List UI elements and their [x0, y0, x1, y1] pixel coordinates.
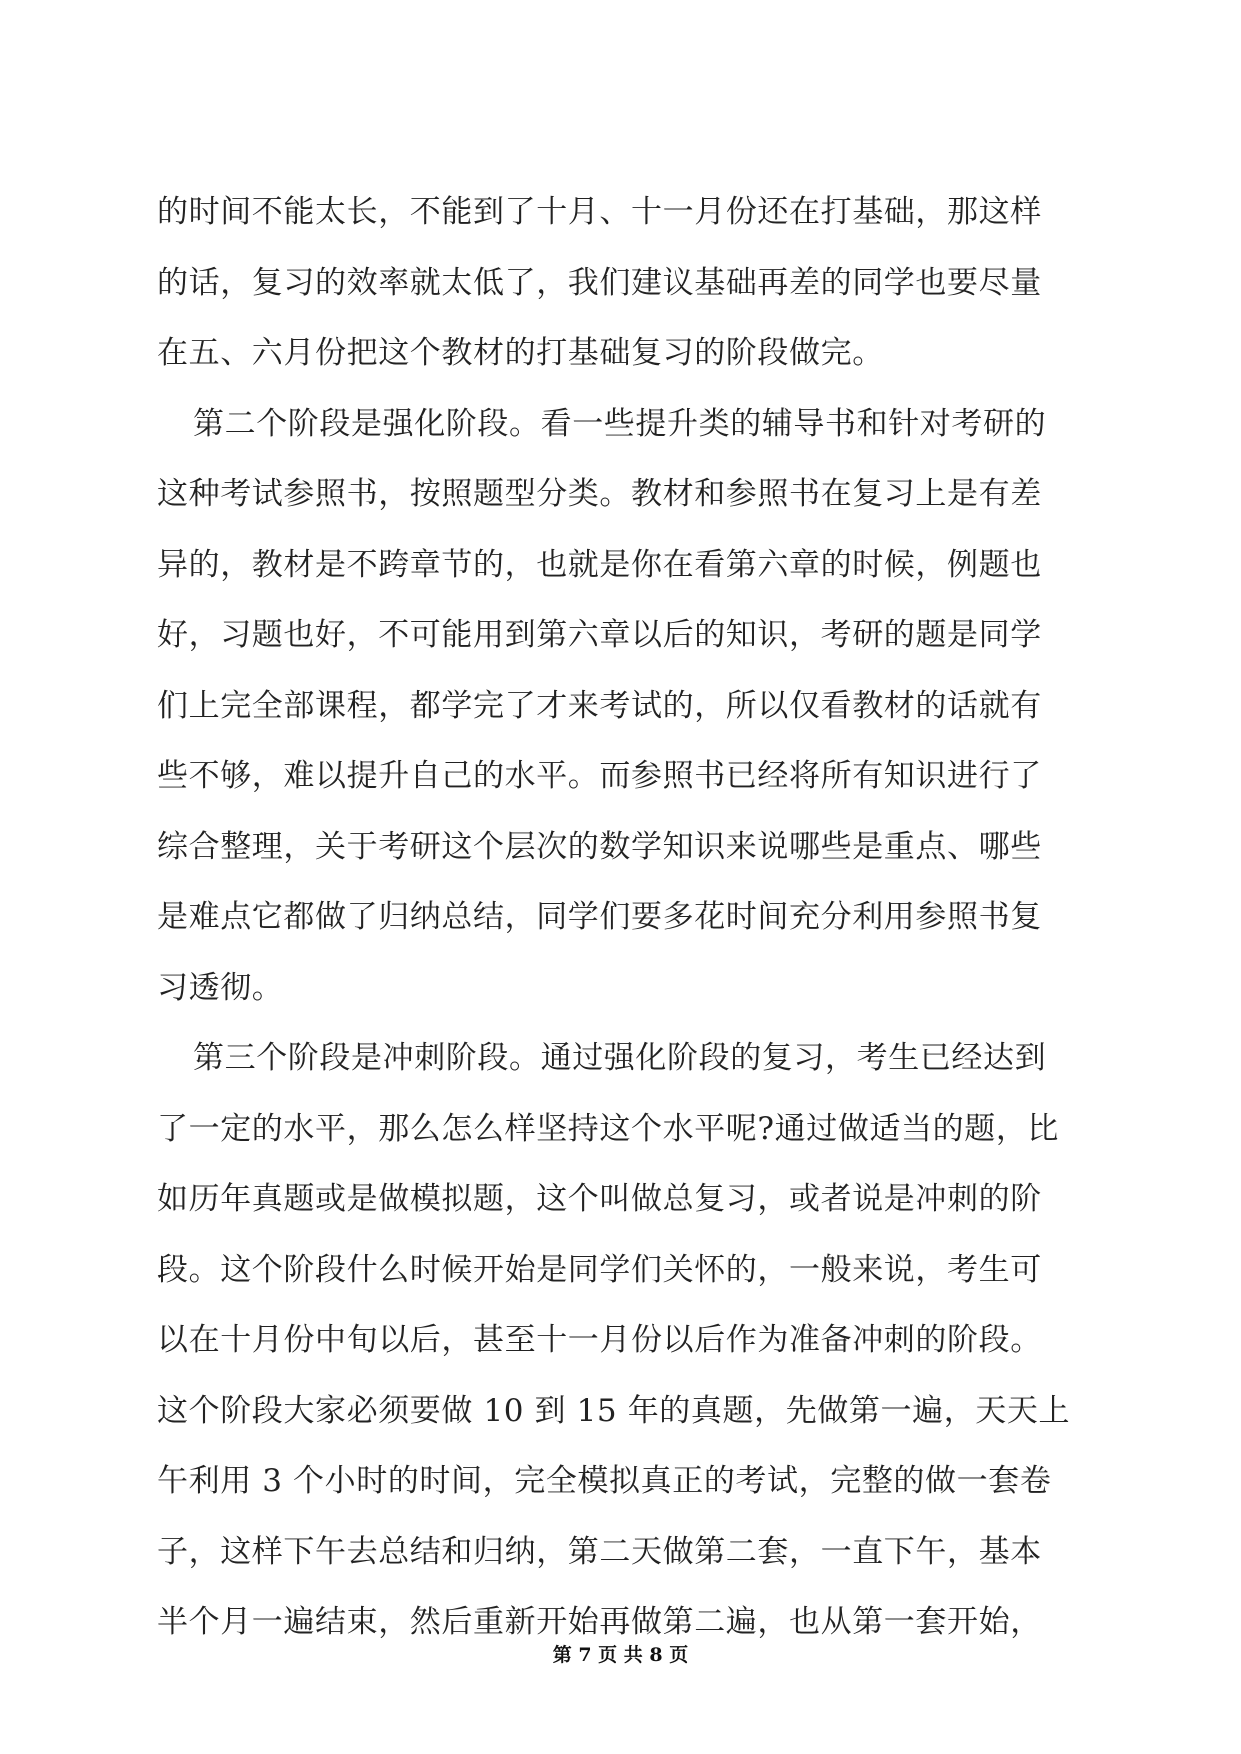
page-number-footer: 第 7 页 共 8 页 — [552, 1644, 689, 1666]
text-line: 是难点它都做了归纳总结，同学们要多花时间充分利用参照书复 — [157, 899, 1042, 935]
text-line: 了一定的水平，那么怎么样坚持这个水平呢?通过做适当的题，比 — [157, 1110, 1060, 1147]
text-line: 以在十月份中旬以后，甚至十一月份以后作为准备冲刺的阶段。 — [157, 1322, 1042, 1358]
text-line: 午利用 3 个小时的时间，完全模拟真正的考试，完整的做一套卷 — [157, 1463, 1052, 1499]
text-line: 异的，教材是不跨章节的，也就是你在看第六章的时候，例题也 — [157, 546, 1042, 583]
text-line: 些不够，难以提升自己的水平。而参照书已经将所有知识进行了 — [157, 758, 1042, 794]
text-line: 综合整理，关于考研这个层次的数学知识来说哪些是重点、哪些 — [157, 828, 1042, 865]
paragraph-first-line: 第二个阶段是强化阶段。看一些提升类的辅导书和针对考研的 — [193, 405, 1047, 442]
text-line: 们上完全部课程，都学完了才来考试的，所以仅看教材的话就有 — [157, 687, 1042, 724]
body-text — [157, 177, 1087, 1658]
text-line: 好，习题也好，不可能用到第六章以后的知识，考研的题是同学 — [157, 617, 1042, 653]
text-line: 在五、六月份把这个教材的打基础复习的阶段做完。 — [157, 335, 884, 371]
text-line: 的时间不能太长，不能到了十月、十一月份还在打基础，那这样 — [157, 194, 1042, 230]
text-line: 段。这个阶段什么时候开始是同学们关怀的，一般来说，考生可 — [157, 1251, 1042, 1288]
text-line: 的话，复习的效率就太低了，我们建议基础再差的同学也要尽量 — [157, 264, 1042, 301]
text-line: 这个阶段大家必须要做 10 到 15 年的真题，先做第一遍，天天上 — [157, 1392, 1071, 1429]
paragraph-first-line: 第三个阶段是冲刺阶段。通过强化阶段的复习，考生已经达到 — [193, 1040, 1047, 1076]
text-line: 这种考试参照书，按照题型分类。教材和参照书在复习上是有差 — [157, 476, 1042, 512]
text-line: 半个月一遍结束，然后重新开始再做第二遍，也从第一套开始， — [157, 1604, 1042, 1640]
text-line: 如历年真题或是做模拟题，这个叫做总复习，或者说是冲刺的阶 — [157, 1181, 1042, 1217]
text-line: 习透彻。 — [157, 969, 284, 1006]
text-line: 子，这样下午去总结和归纳，第二天做第二套，一直下午，基本 — [157, 1533, 1042, 1570]
